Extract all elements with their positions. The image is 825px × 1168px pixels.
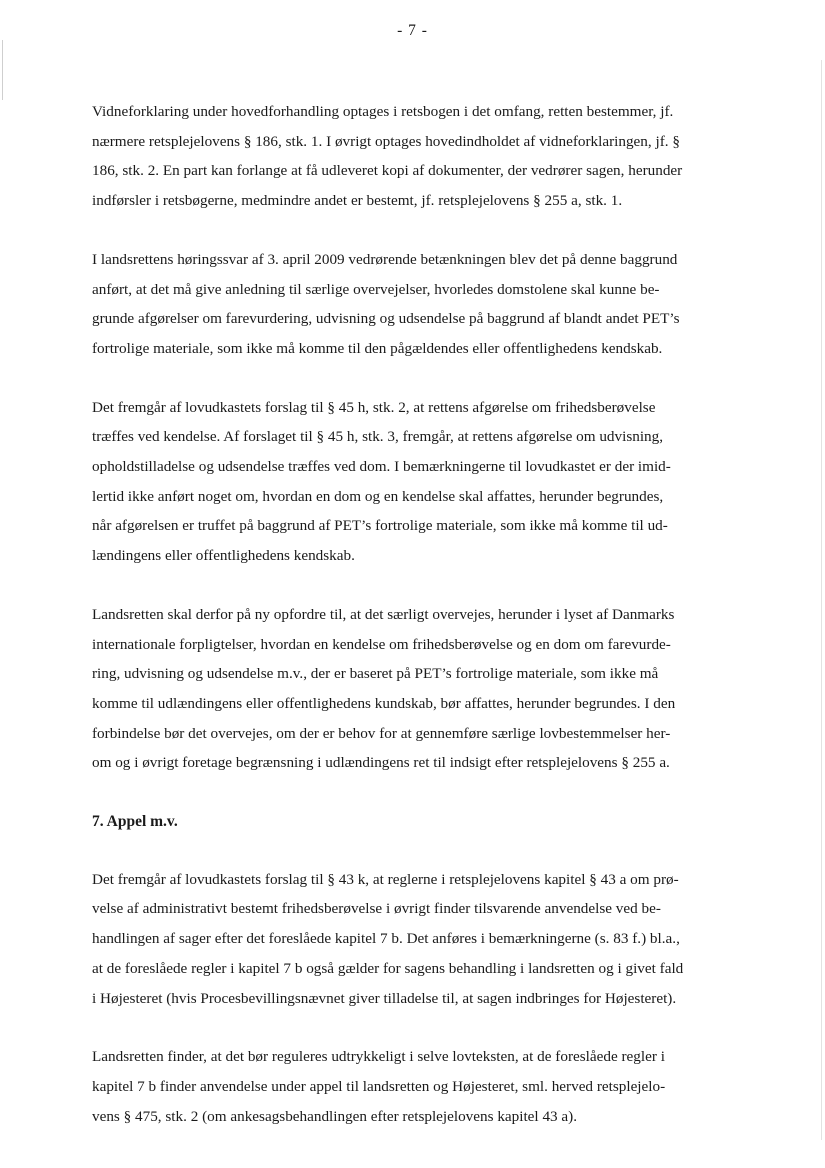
text-line: forbindelse bør det overvejes, om der er behov for at gennemføre særlige lovbestemmelser her- (92, 724, 671, 742)
text-line: kapitel 7 b finder anvendelse under appel til landsretten og Højesteret, sml. herved retsplejelo- (92, 1077, 666, 1095)
text-line: at de foreslåede regler i kapitel 7 b også gælder for sagens behandling i landsretten og i givet fald (92, 959, 684, 977)
paragraph-5 (92, 865, 740, 1014)
text-line: I landsrettens høringssvar af 3. april 2009 vedrørende betænkningen blev det på denne baggrund (92, 250, 678, 268)
text-line: handlingen af sager efter det foreslåede kapitel 7 b. Det anføres i bemærkningerne (s. 83 f.) bl.a., (92, 930, 680, 948)
text-line: Det fremgår af lovudkastets forslag til § 43 k, at reglerne i retsplejelovens kapitel § 43 a om prø- (92, 870, 679, 888)
text-line: Vidneforklaring under hovedforhandling optages i retsbogen i det omfang, retten bestemmer, jf. (92, 103, 674, 120)
text-line: Landsretten skal derfor på ny opfordre til, at det særligt overvejes, herunder i lyset af Danmarks (92, 605, 675, 623)
text-line: vens § 475, stk. 2 (om ankesagsbehandlingen efter retsplejelovens kapitel 43 a). (92, 1107, 578, 1125)
paragraph-2 (92, 245, 740, 364)
text-line: velse af administrativt bestemt frihedsberøvelse i øvrigt finder tilsvarende anvendelse ved be- (92, 900, 661, 918)
text-line: opholdstilladelse og udsendelse træffes ved dom. I bemærkningerne til lovudkastet er der imid- (92, 458, 671, 476)
text-line: komme til udlændingens eller offentlighedens kundskab, bør affattes, herunder begrundes. I den (92, 694, 676, 712)
text-line: om og i øvrigt foretage begrænsning i udlændingens ret til indsigt efter retsplejelovens § 255 a. (92, 754, 670, 772)
text-line: når afgørelsen er truffet på baggrund af PET’s fortrolige materiale, som ikke må komme til ud- (92, 517, 668, 535)
text-line: lændingens eller offentlighedens kendskab. (92, 547, 355, 565)
text-line: anført, at det må give anledning til særlige overvejelser, hvorledes domstolene skal kunne be- (92, 280, 660, 298)
text-line: internationale forpligtelser, hvordan en kendelse om frihedsberøvelse og en dom om farevurde- (92, 635, 671, 653)
text-line: Landsretten finder, at det bør reguleres udtrykkeligt i selve lovteksten, at de foreslåede regler i (92, 1048, 665, 1066)
text-line: Det fremgår af lovudkastets forslag til § 45 h, stk. 2, at rettens afgørelse om frihedsberøvelse (92, 398, 656, 416)
text-line: grunde afgørelser om farevurdering, udvisning og udsendelse på baggrund af blandt andet PET’s (92, 310, 680, 328)
text-line: indførsler i retsbøgerne, medmindre andet er bestemt, jf. retsplejelovens § 255 a, stk. 1. (92, 192, 623, 210)
text-line: ring, udvisning og udsendelse m.v., der er baseret på PET’s fortrolige materiale, som ikke må (92, 665, 659, 683)
paragraph-3 (92, 393, 740, 571)
page-number: - 7 - (397, 22, 428, 39)
document-body (92, 97, 740, 1160)
paragraph-4 (92, 600, 740, 778)
text-line: fortrolige materiale, som ikke må komme til den pågældendes eller offentlighedens kendskab. (92, 339, 663, 357)
text-line: nærmere retsplejelovens § 186, stk. 1. I øvrigt optages hovedindholdet af vidneforklaringen, jf. § (92, 132, 680, 150)
text-line: lertid ikke anført noget om, hvordan en dom og en kendelse skal affattes, herunder begrundes, (92, 487, 664, 505)
scan-edge-right (821, 60, 822, 1140)
text-line: 186, stk. 2. En part kan forlange at få udleveret kopi af dokumenter, der vedrører sagen, herunder (92, 162, 683, 180)
section-heading: 7. Appel m.v. (92, 813, 178, 831)
text-line: i Højesteret (hvis Procesbevillingsnævnet giver tilladelse til, at sagen indbringes for Højesteret). (92, 989, 677, 1007)
scan-edge-left (2, 40, 3, 100)
paragraph-6 (92, 1042, 740, 1131)
text-line: træffes ved kendelse. Af forslaget til § 45 h, stk. 3, fremgår, at rettens afgørelse om udvisning, (92, 428, 664, 446)
paragraph-1 (92, 97, 740, 216)
